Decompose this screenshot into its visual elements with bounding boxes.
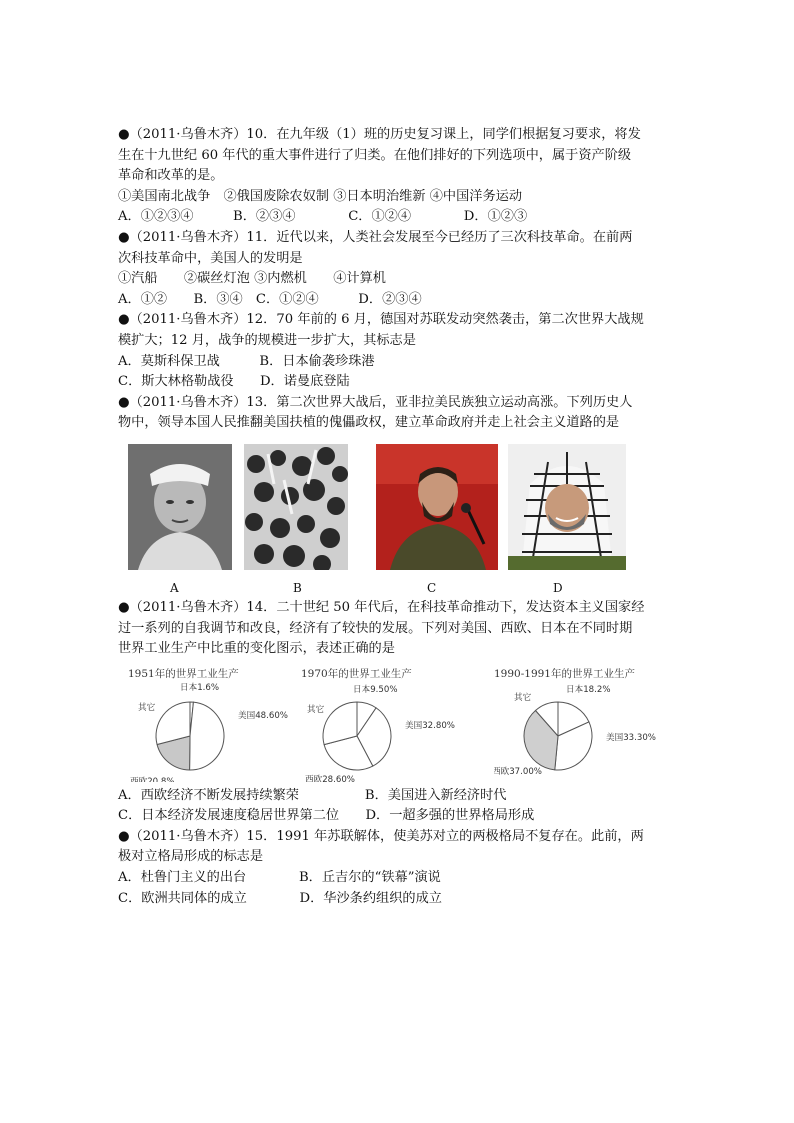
pie-slice-label: 其它 (514, 692, 532, 703)
q11-items: ①汽船 ②碳丝灯泡 ③内燃机 ④计算机 (118, 271, 386, 287)
pie-chart-1990 (494, 664, 664, 790)
pie-chart-1970-title: 1970年的世界工业生产 (301, 667, 412, 680)
pie-slice-label: 日本1.6% (180, 682, 220, 693)
q11-stem-line1: ●（2011·乌鲁木齐）11．近代以来，人类社会发展至今已经历了三次科技革命。在前两 (118, 229, 633, 245)
pie-slice-label: 西欧20.8% (130, 776, 175, 782)
pie-slice-label: 日本9.50% (353, 684, 398, 695)
question-sheet (118, 125, 688, 909)
photo-label-d: D (553, 580, 563, 595)
pie-slice-label: 西欧28.60% (305, 774, 355, 782)
pie-chart-1990-title: 1990-1991年的世界工业生产 (494, 667, 635, 680)
q15-stem-line2: 极对立格局形成的标志是 (118, 849, 264, 865)
pie-chart-1951 (128, 664, 298, 790)
q12-options-line1: A．莫斯科保卫战 B．日本偷袭珍珠港 (118, 353, 375, 369)
q14-options-line2: C．日本经济发展速度稳居世界第二位 D．一超多强的世界格局形成 (118, 808, 535, 824)
pie-slice-label: 日本18.2% (566, 684, 611, 695)
q13-photo-row (118, 438, 688, 598)
q12-stem-line1: ●（2011·乌鲁木齐）12．70 年前的 6 月，德国对苏联发动突然袭击，第二次世界大战规 (118, 312, 644, 328)
pie-chart-1970 (301, 664, 471, 790)
q13-stem-line1: ●（2011·乌鲁木齐）13．第二次世界大战后，亚非拉美民族独立运动高涨。下列历史人 (118, 394, 633, 410)
pie-slice-label: 西欧37.00% (494, 766, 542, 777)
q13-stem-line2: 物中，领导本国人民推翻美国扶植的傀儡政权，建立革命政府并走上社会主义道路的是 (118, 415, 620, 431)
photo-label-a: A (170, 580, 179, 595)
q11-options: A．①② B．③④ C．①②④ D．②③④ (118, 291, 422, 307)
q11-stem-line2: 次科技革命中，美国人的发明是 (118, 250, 303, 266)
q14-options-line1: A．西欧经济不断发展持续繁荣 B．美国进入新经济时代 (118, 787, 507, 803)
q10-stem-line2: 生在十九世纪 60 年代的重大事件进行了归类。在他们排好的下列选项中，属于资产阶级 (118, 147, 632, 163)
q10-items: ①美国南北战争 ②俄国废除农奴制 ③日本明治维新 ④中国洋务运动 (118, 188, 523, 204)
q14-pie-charts (118, 664, 688, 786)
pie-slice-label: 美国48.60% (238, 710, 288, 721)
q14-stem-line1: ●（2011·乌鲁木齐）14．二十世纪 50 年代后，在科技革命推动下，发达资本主义国家经 (118, 599, 645, 615)
pie-slice-label: 其它 (307, 704, 325, 715)
q15-options-line2: C．欧洲共同体的成立 D．华沙条约组织的成立 (118, 890, 442, 906)
q10-stem-line1: ●（2011·乌鲁木齐）10．在九年级（1）班的历史复习课上，同学们根据复习要求，将发 (118, 127, 641, 142)
q14-stem-line2: 过一系列的自我调节和改良，经济有了较快的发展。下列对美国、西欧、日本在不同时期 (118, 620, 633, 636)
photo-b (244, 444, 348, 570)
pie-chart-1951-title: 1951年的世界工业生产 (128, 667, 239, 680)
pie-slice-label: 其它 (138, 702, 156, 713)
q10-stem-line3: 革命和改革的是。 (118, 168, 224, 184)
pie-slice (190, 702, 224, 770)
photo-a (128, 444, 232, 570)
q10-options: A．①②③④ B．②③④ C．①②④ D．①②③ (118, 209, 528, 225)
pie-slice-label: 美国32.80% (405, 720, 455, 731)
photo-label-c: C (427, 580, 437, 595)
photo-label-b: B (293, 580, 302, 595)
photo-c (376, 444, 498, 570)
q15-stem-line1: ●（2011·乌鲁木齐）15．1991 年苏联解体，使美苏对立的两极格局不复存在。此前，两 (118, 828, 644, 844)
q12-stem-line2: 模扩大；12 月，战争的规模进一步扩大，其标志是 (118, 332, 416, 348)
q15-options-line1: A．杜鲁门主义的出台 B．丘吉尔的“铁幕”演说 (118, 870, 441, 886)
q12-options-line2: C．斯大林格勒战役 D．诺曼底登陆 (118, 374, 350, 390)
photo-d (508, 444, 626, 570)
q14-stem-line3: 世界工业生产中比重的变化图示，表述正确的是 (118, 641, 395, 657)
pie-slice-label: 美国33.30% (606, 732, 656, 743)
